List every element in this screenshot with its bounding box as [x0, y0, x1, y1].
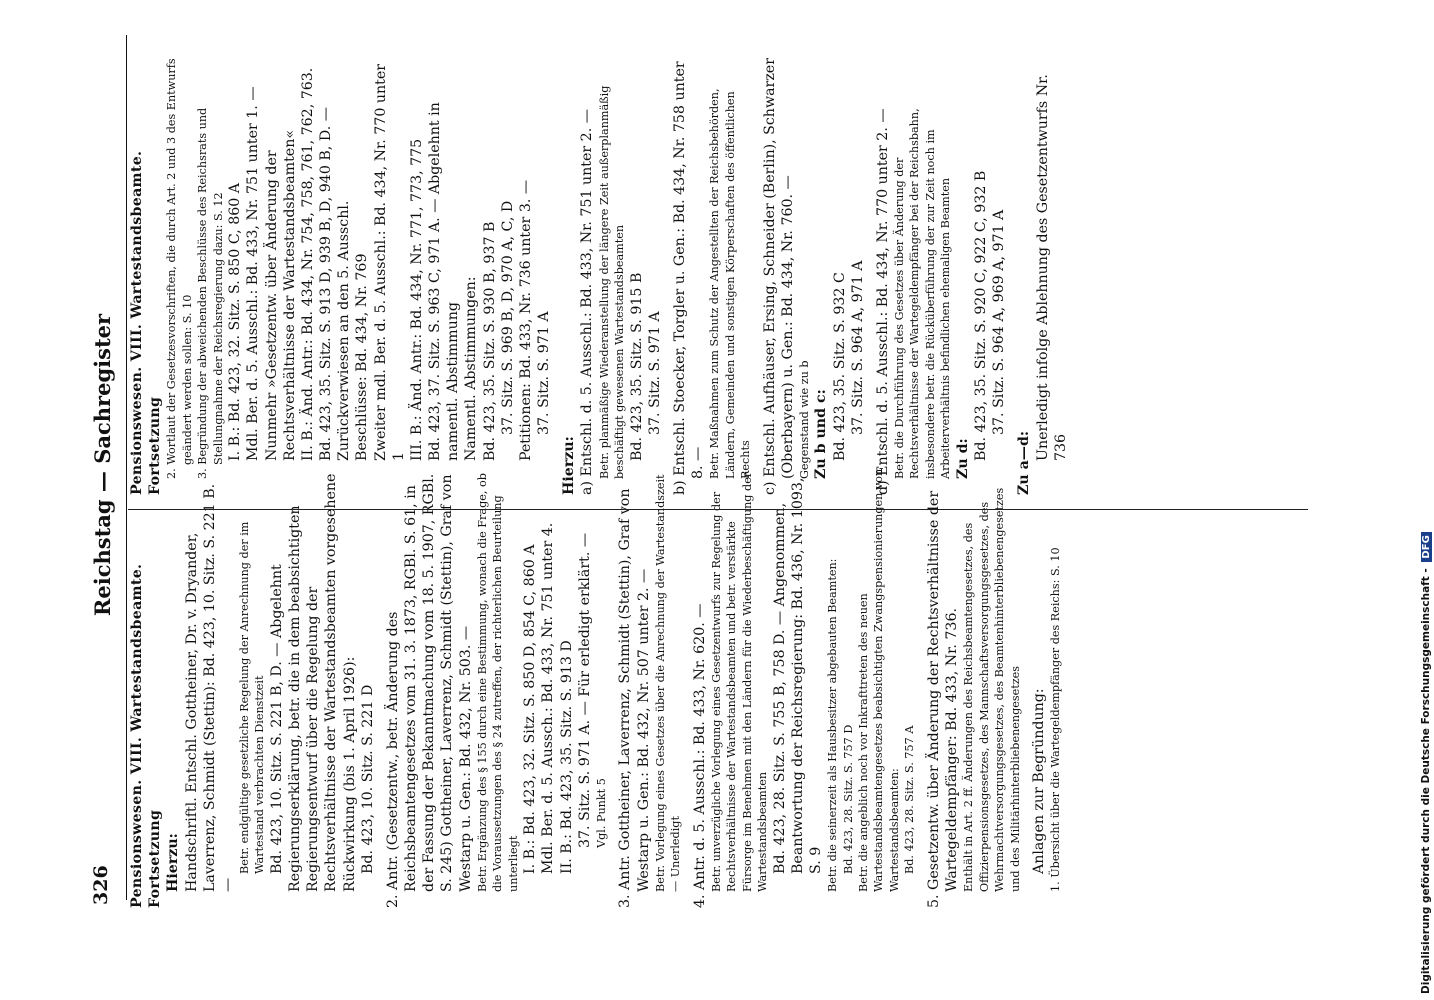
left-column-entry: [609, 468, 616, 908]
left-column-entry: 1. Übersicht über die Wartegeldempfänger des Reichs: S. 10: [1049, 547, 1063, 892]
left-column-entry: Bd. 423, 28. Sitz. S. 757 D: [841, 724, 855, 874]
left-column-entry: Betr. endgültige gesetzliche Regelung der Anrechnung der im Wartestand verbrachten Dienstzeit: [238, 521, 267, 874]
left-column-entry: Betr. Vorlegung eines Gesetzes über die Anrechnung der Wartestandszeit — Unerledigt: [653, 474, 683, 892]
right-column-entry: [754, 55, 761, 495]
left-column-entry: Bd. 423, 28. Sitz. S. 757 A: [903, 725, 917, 874]
right-column-entry: Betr. planmäßige Wiederanstellung der längere Zeit außerplanmäßig beschäftigt gewesenen Wartestandsbeamten: [597, 85, 627, 479]
header-rule: [126, 35, 127, 900]
right-column-entry: Bd. 423, 35. Sitz. S. 913 D, 939 B, D, 940 B, D. — Zurückverwiesen an den 5. Ausschl.: [318, 107, 353, 461]
left-column-entry: 2. Antr. (Gesetzentw., betr. Änderung des Reichsbeamtengesetzes vom 31. 3. 1873, RGBl. S. 61, in der Fassung der Bekanntmachung vom 18. 5. 1907, RGBl. S. 245) Gottheiner, Laverrenz, Schmidt (Stettin), Graf von Westarp u. Gen.: Bd. 432, Nr. 503. —: [384, 473, 474, 908]
left-column-entry: II. B.: Bd. 423, 35. Sitz. S. 913 D: [558, 640, 575, 874]
left-column-entry: [684, 468, 691, 908]
right-column-entry: Zu d:: [954, 438, 971, 479]
left-column-entry: Betr. die angeblich noch vor Inkrafttreten des neuen Wartestandsbeamtengesetzes beabsichtigten Zwangspensionierungen von Wartestandsbeamten:: [856, 468, 901, 892]
right-column-entry: 3. Begründung der abweichenden Beschlüsse des Reichsrats und Stellungnahme der Reichsregierung dazu: S. 12: [196, 107, 225, 479]
funding-note: [1420, 4, 1432, 994]
right-column-entry: Namentl. Abstimmungen:: [463, 276, 480, 461]
left-column: [128, 468, 1064, 908]
right-column-entry: b) Entschl. Stoecker, Torgler u. Gen.: Bd. 434, Nr. 758 unter 8. —: [671, 61, 707, 495]
left-column-entry: Handschriftl. Entschl. Gottheiner, Dr. v. Dryander, Laverrenz, Schmidt (Stettin): Bd. 423, 10. Sitz. S. 221 B. —: [183, 483, 236, 892]
left-column-entry: 5. Gesetzentw. über Änderung der Rechtsverhältnisse der Wartegeldempfänger: Bd. 433, Nr. 736.: [925, 490, 960, 908]
right-column-entry: Bd. 423, 35. Sitz. S. 932 C: [831, 272, 848, 461]
left-column-entry: Anlagen zur Begründung:: [1030, 688, 1047, 874]
right-column-entry: Unerledigt infolge Ablehnung des Gesetzentwurfs Nr. 736: [1034, 74, 1069, 461]
right-column-entry: [1008, 55, 1015, 495]
right-column-entry: Bd. 423, 35. Sitz. S. 915 B: [628, 272, 645, 461]
right-column-entry: Zweiter mdl. Ber. d. 5. Ausschl.: Bd. 434, Nr. 770 unter 1: [372, 63, 407, 461]
right-column-entry: Pensionswesen. VIII. Wartestandsbeamte. Fortsetzung: [129, 150, 164, 495]
page-header: [0, 25, 125, 905]
left-column-entry: I. B.: Bd. 423, 32. Sitz. S. 850 D, 854 C, 860 A: [522, 544, 539, 874]
right-column-entry: Beschlüsse: Bd. 434, Nr. 769: [354, 253, 371, 461]
right-column-entry: Bd. 423, 35. Sitz. S. 920 C, 922 C, 932 B: [973, 170, 990, 461]
right-column-entry: 37. Sitz. S. 971 A: [536, 311, 553, 435]
left-column-entry: [1023, 468, 1030, 908]
right-column-entry: Zu b und c:: [813, 389, 830, 479]
right-column-entry: [664, 55, 671, 495]
left-column-entry: 3. Antr. Gottheiner, Laverrenz, Schmidt (Stettin), Graf von Westarp u. Gen.: Bd. 432, Nr. 507 unter 2. —: [617, 488, 652, 908]
right-column-entry: d) Entschl. d. 5. Ausschl.: Bd. 434, Nr. 770 unter 2. —: [874, 108, 891, 495]
funding-text: Digitalisierung gefördert durch die Deutsche Forschungsgemeinschaft -: [1420, 568, 1432, 994]
right-column-entry: a) Entschl. d. 5. Ausschl.: Bd. 433, Nr. 751 unter 2. —: [579, 109, 596, 495]
right-column-entry: II. B.: Änd. Antr.: Bd. 434, Nr. 754, 758, 761, 762, 763.: [299, 67, 316, 461]
right-column-entry: III. B.: Änd. Antr.: Bd. 434, Nr. 771, 773, 775: [408, 138, 425, 461]
left-column-entry: Bd. 423, 28. Sitz. S. 755 B, 758 D. — Angenommen, Beantwortung der Reichsregierung: Bd. 436, Nr. 1093, S. 9: [771, 477, 824, 874]
left-column-entry: Mdl. Ber. d. 5. Aussch.: Bd. 433, Nr. 751 unter 4.: [540, 522, 557, 874]
left-column-entry: Bd. 423, 10. Sitz. S. 221 D: [359, 684, 376, 874]
left-column-entry: Regierungserklärung, betr. die in dem beabsichtigten Regierungsentwurf über die Regelung der Rechtsverhältnisse der Wartestandsbeamten vorgesehene Rückwirkung (bis 1. April 1926):: [287, 473, 358, 892]
right-column-entry: Bd. 423, 35. Sitz. S. 930 B, 937 B: [481, 221, 498, 461]
page-number: 326: [90, 865, 112, 905]
left-column-entry: Betr. unverzügliche Vorlegung eines Gesetzentwurfs zur Regelung der Rechtsverhältnisse der Wartestandsbeamten und betr. verstärkte Fürsorge im Benehmen mit den Ländern für die Wiederbeschäftigung der Wartestandsbeamten: [709, 471, 770, 892]
left-column-entry: [377, 468, 384, 908]
right-column-entry: Mdl. Ber. d. 5. Ausschl.: Bd. 433, Nr. 751 unter 1. — Nunmehr »Gesetzentw. über Änderung der Rechtsverhältnisse der Wartestandsbeamten«: [245, 86, 298, 461]
left-column-entry: [918, 468, 925, 908]
right-column: [128, 55, 1070, 495]
right-column-entry: 2. Wortlaut der Gesetzesvorschriften, die durch Art. 2 und 3 des Entwurfs geändert werden sollen: S. 10: [165, 58, 194, 479]
column-divider: [128, 509, 1308, 510]
right-column-entry: Zu a—d:: [1016, 430, 1033, 495]
left-column-entry: 4. Antr. d. 5. Ausschl.: Bd. 433, Nr. 620. —: [691, 603, 708, 908]
right-column-entry: I. B.: Bd. 423, 32. Sitz. S. 850 C, 860 A: [227, 182, 244, 461]
left-column-entry: Pensionswesen. VIII. Wartestandsbeamte. Fortsetzung: [129, 563, 164, 908]
right-column-entry: 37. Sitz. S. 964 A, 969 A, 971 A: [991, 209, 1008, 435]
page-title: Reichstag — Sachregister: [90, 313, 115, 617]
right-column-entry: c) Entschl. Aufhäuser, Ersing, Schneider (Berlin), Schwarzer (Oberbayern) u. Gen.: Bd. 434, Nr. 760. —: [761, 58, 796, 495]
dfg-logo: DFG: [1421, 532, 1432, 561]
right-column-entry: 37. Sitz. S. 969 B, D, 970 A, C, D: [499, 200, 516, 435]
left-column-entry: Enthält in Art. 2 ff. Änderungen des Reichsbeamtengesetzes, des Offizierpensionsgesetzes, des Mannschaftsversorgungsgesetzes, des Wehrmachtversorgungsgesetzes, des Beamtenhinterbliebenengesetzes und des Militärhinterbliebenengesetzes: [962, 487, 1022, 892]
left-column-entry: Betr. die seinerzeit als Hausbesitzer abgebauten Beamten:: [826, 558, 840, 892]
right-column-entry: [867, 55, 874, 495]
right-column-entry: Gegenstand wie zu b: [797, 360, 811, 479]
left-column-entry: Bd. 423, 10. Sitz. S. 221 B, D. — Abgelehnt: [268, 564, 285, 874]
right-column-entry: 37. Sitz. S. 964 A, 971 A: [849, 260, 866, 435]
right-column-entry: Betr. Maßnahmen zum Schutz der Angestellten der Reichsbehörden, Ländern, Gemeinden und sonstigen Körperschaften des öffentlichen Rechts: [708, 88, 753, 479]
right-column-entry: [553, 55, 560, 495]
left-column-entry: 37. Sitz. S. 971 A. — Für erledigt erklärt. —: [576, 532, 593, 848]
left-column-entry: Hierzu:: [165, 833, 182, 892]
right-column-entry: Betr. die Durchführung des Gesetzes über Änderung der Rechtsverhältnisse der Wartegeldempfänger bei der Reichsbahn, insbesondere betr. die Rücküberführung der zur Zeit noch im Arbeiterverhältnis befindlichen ehemaligen Beamten: [893, 108, 953, 479]
right-column-entry: 37. Sitz. S. 971 A: [646, 311, 663, 435]
right-column-entry: Hierzu:: [561, 436, 578, 495]
right-column-entry: Bd. 423, 37. Sitz. S. 963 C, 971 A. — Abgelehnt in namentl. Abstimmung: [427, 102, 462, 461]
left-column-entry: Vgl. Punkt 5: [594, 778, 608, 848]
right-column-entry: Petitionen: Bd. 433, Nr. 736 unter 3. —: [517, 179, 534, 461]
left-column-entry: Betr. Ergänzung des § 155 durch eine Bestimmung, wonach die Frage, ob die Voraussetzungen des § 24 zutreffen, der richterlichen Beurteilung unterliegt: [475, 473, 520, 892]
